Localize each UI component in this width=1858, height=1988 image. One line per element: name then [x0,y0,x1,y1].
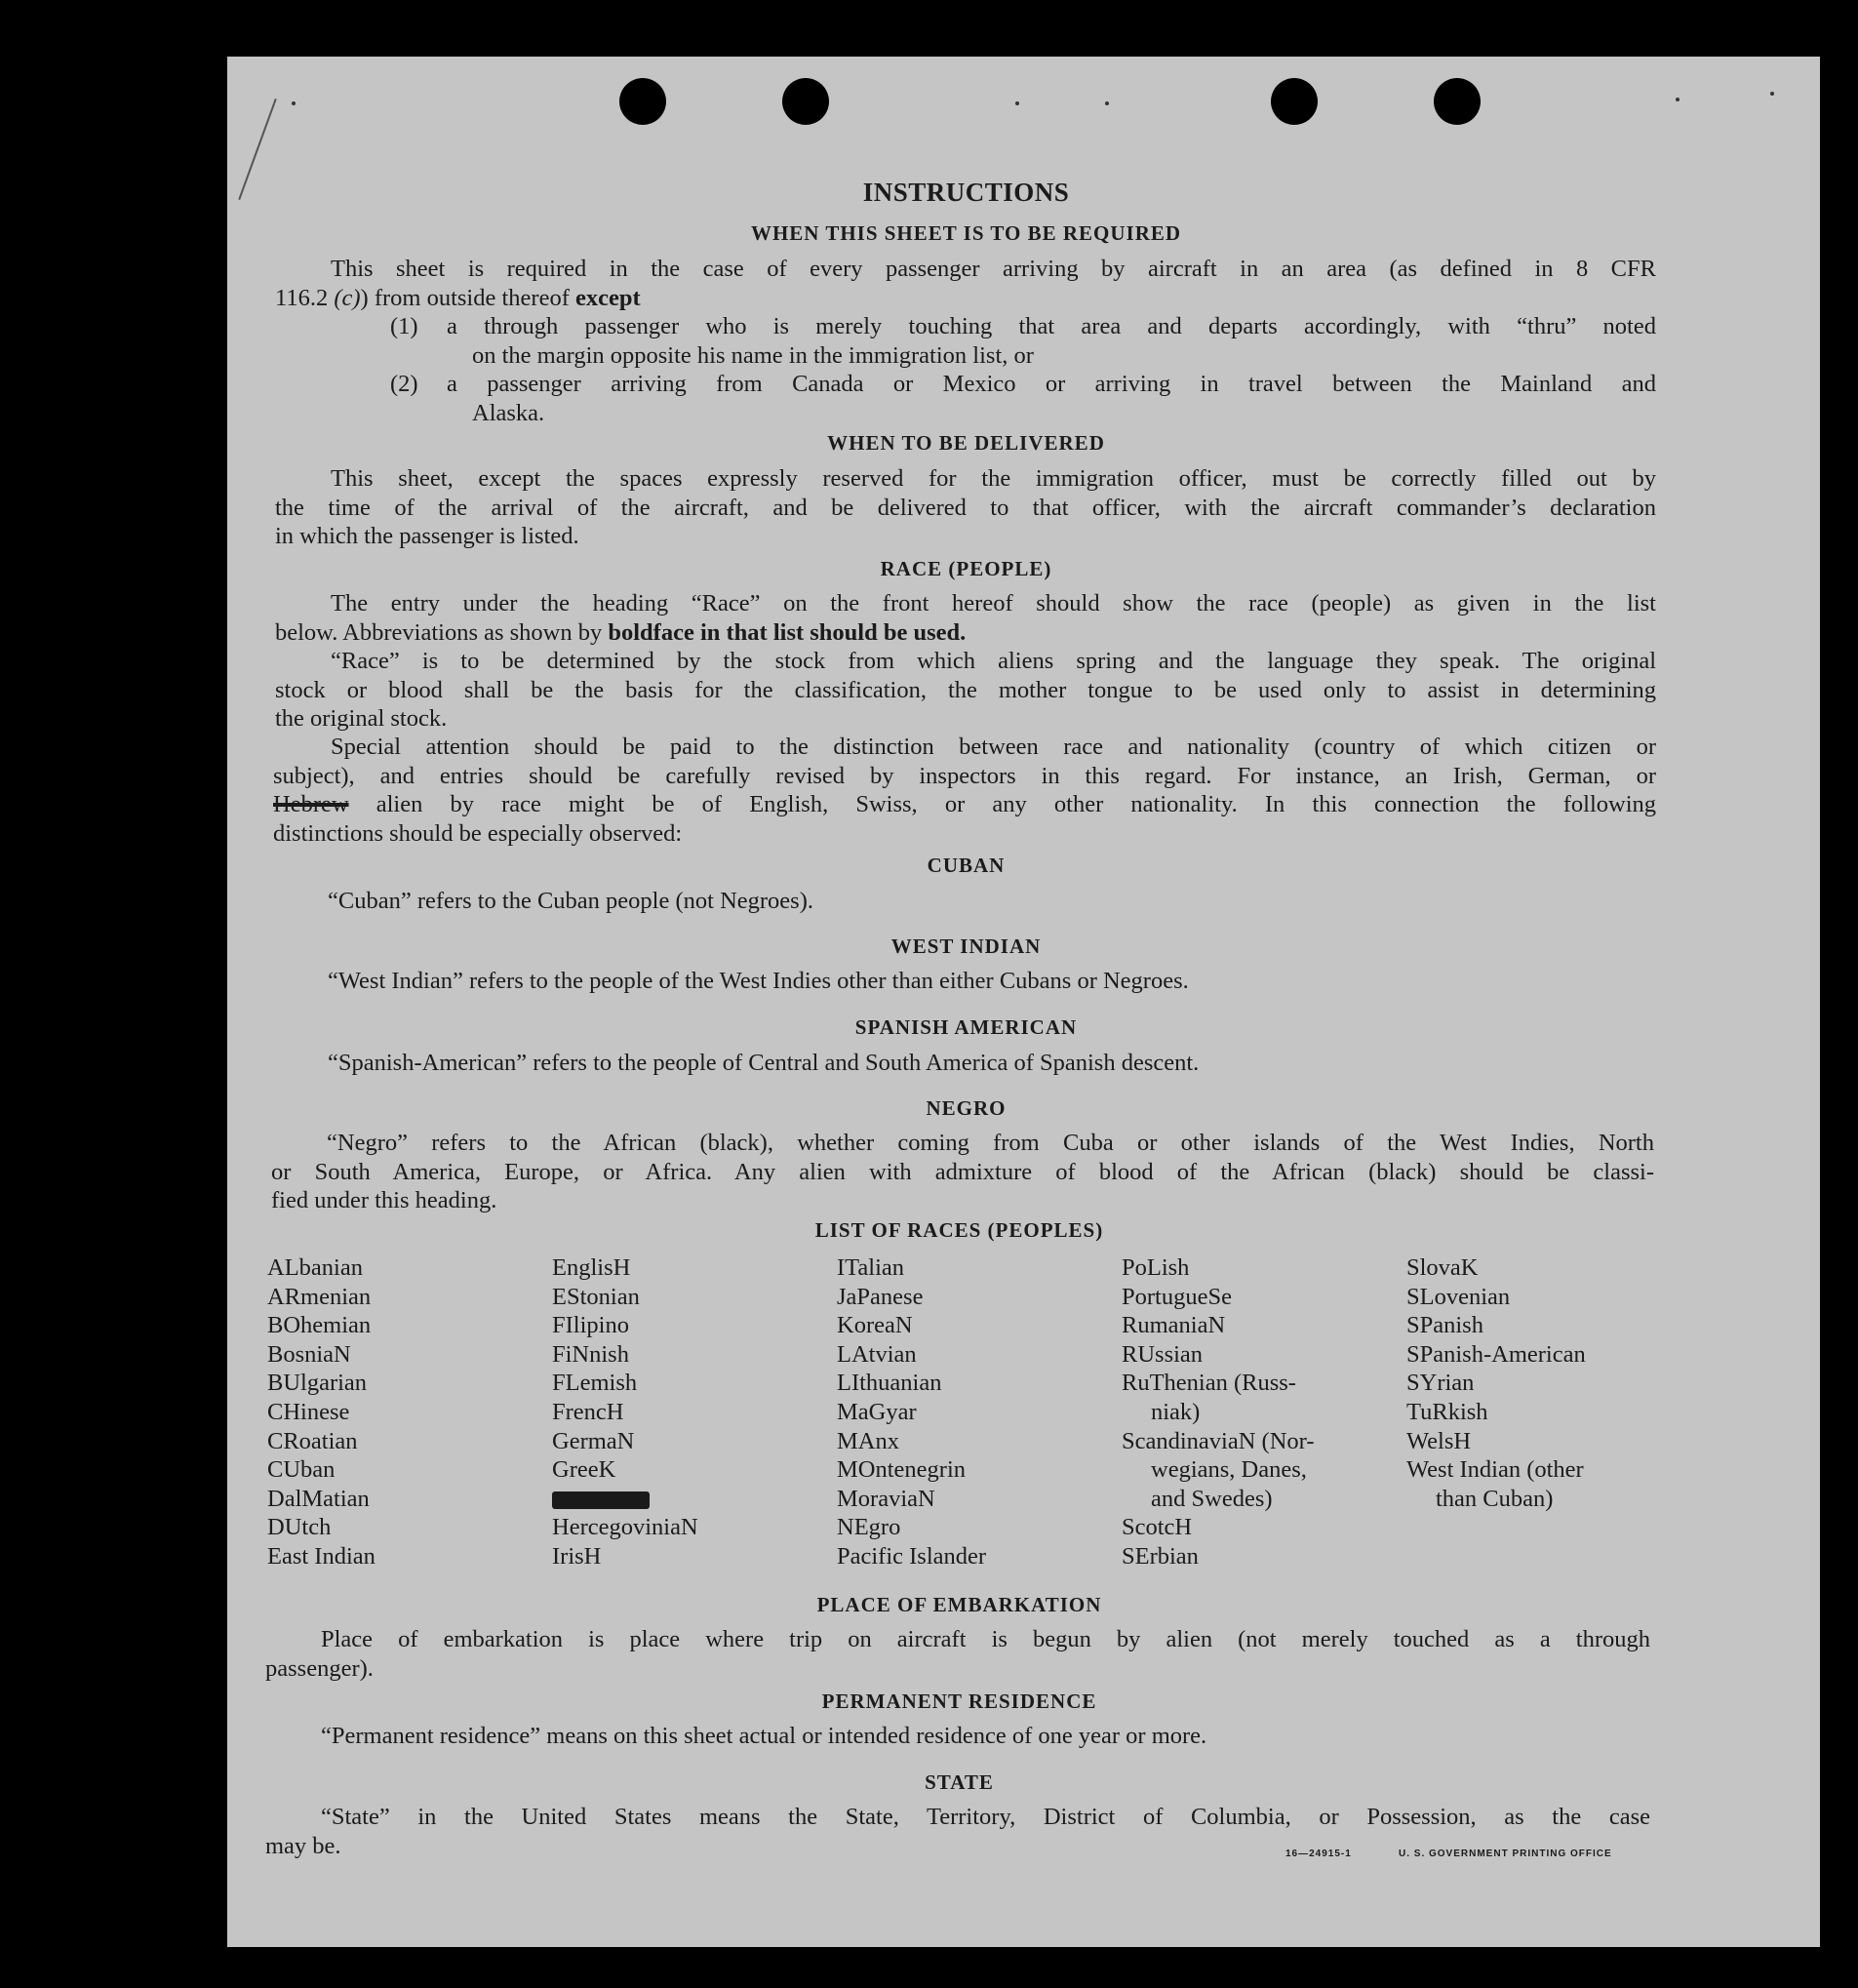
text-line: fied under this heading. [271,1187,497,1213]
struck-word: Hebrew [273,791,349,817]
italic-text: (c) [334,284,361,311]
printer-imprint: U. S. GOVERNMENT PRINTING OFFICE [1399,1849,1612,1859]
bold-text: boldface in that list should be used. [608,618,967,646]
text-line: a through passenger who is merely touching that area and departs accordingly, with “thru” noted [447,313,1656,339]
text-span: below. Abbreviations as shown by [275,618,609,646]
text-line: Place of embarkation is place where trip on aircraft is begun by alien (not merely touched as a through [321,1626,1650,1652]
race-item: WelsH [1406,1427,1472,1454]
race-item: DalMatian [267,1485,370,1512]
heading-state: STATE [925,1770,994,1794]
race-item-redacted [552,1485,698,1514]
bold-text: except [574,284,641,311]
race-item: EnglisH [552,1254,631,1281]
race-item: LAtvian [837,1340,917,1368]
race-item: MOntenegrin [837,1456,966,1484]
race-item: DUtch [267,1514,332,1541]
race-item: ScotcH [1122,1514,1193,1541]
text-line: in which the passenger is listed. [275,523,579,549]
text-line: the original stock. [275,705,448,732]
race-item: EStonian [552,1283,640,1310]
race-item: FIlipino [552,1312,629,1339]
race-item: wegians, Danes, [1151,1456,1307,1484]
list-item [447,312,1656,370]
race-item: RumaniaN [1122,1312,1226,1339]
races-column-3 [837,1253,986,1571]
paragraph-race-1 [275,589,1656,647]
race-item: GermaN [552,1427,635,1454]
paragraph-race-3 [273,733,1656,848]
paragraph-embarkation [265,1625,1650,1683]
text-line: “West Indian” refers to the people of the West Indies other than either Cubans or Negroes. [328,968,1189,994]
text-line [275,284,1656,313]
race-item: SlovaK [1406,1254,1479,1281]
text-line [275,618,1656,648]
paragraph-race-2 [275,647,1656,734]
heading-list-of-races: LIST OF RACES (PEOPLES) [814,1218,1104,1242]
race-item: GreeK [552,1456,616,1484]
text-line: stock or blood shall be the basis for the classification, the mother tongue to be used only to assist in determining [275,676,1656,703]
race-item: BUlgarian [267,1370,368,1397]
text-line: passenger). [265,1654,374,1682]
text-line: subject), and entries should be carefully revised by inspectors in this regard. For instance, an Irish, German, or [273,762,1656,789]
race-item: CUban [267,1456,336,1484]
race-item: than Cuban) [1436,1485,1554,1512]
paragraph-west-indian [328,967,1596,996]
heading-negro: NEGRO [926,1096,1007,1120]
text-line: a passenger arriving from Canada or Mexico or arriving in travel between the Mainland and [447,371,1656,397]
text-line: or South America, Europe, or Africa. Any alien with admixture of blood of the African (black) should be classi- [271,1158,1654,1185]
race-item: FrencH [552,1398,624,1425]
paragraph-negro [271,1129,1654,1215]
race-item: ARmenian [267,1283,372,1310]
race-item: SErbian [1122,1542,1199,1570]
text-line [273,790,1656,819]
race-item: IrisH [552,1542,602,1570]
race-item: FiNnish [552,1340,629,1368]
race-item: LIthuanian [837,1370,942,1397]
heading-embarkation: PLACE OF EMBARKATION [816,1593,1102,1616]
text-line: “Cuban” refers to the Cuban people (not Negroes). [328,888,813,914]
races-column-5 [1406,1253,1586,1513]
race-item: BOhemian [267,1312,372,1339]
paragraph-spanish-american [328,1049,1596,1078]
text-line: Special attention should be paid to the distinction between race and nationality (country of which citizen or [331,734,1656,760]
text-line: “State” in the United States means the State, Territory, District of Columbia, or Possession, as the case [321,1804,1650,1830]
race-item: and Swedes) [1151,1485,1273,1512]
heading-west-indian: WEST INDIAN [890,934,1042,958]
text-span: ) from outside thereof [360,284,575,311]
race-item: NEgro [837,1514,901,1541]
item-number: (2) [390,371,418,397]
text-line: “Spanish-American” refers to the people of Central and South America of Spanish descent. [328,1050,1200,1076]
text-line: distinctions should be especially observed: [273,819,683,847]
race-item: ALbanian [267,1254,363,1281]
text-line: “Permanent residence” means on this sheet actual or intended residence of one year or more. [321,1723,1207,1749]
race-item: East Indian [267,1542,376,1570]
race-item: niak) [1151,1398,1201,1425]
race-item: HercegoviniaN [552,1514,698,1541]
list-item [447,370,1656,427]
race-item: MAnx [837,1427,899,1454]
heading-spanish-american: SPANISH AMERICAN [854,1015,1078,1039]
text-span: alien by race might be of English, Swiss, or any other nationality. In this connection the following [348,791,1656,817]
paragraph-when-required [275,255,1656,312]
text-line: Alaska. [472,399,545,426]
item-number: (1) [390,313,418,339]
heading-when-delivered: WHEN TO BE DELIVERED [827,431,1105,455]
race-item: Pacific Islander [837,1542,987,1570]
race-item: SPanish-American [1406,1340,1586,1368]
text-line: the time of the arrival of the aircraft, and be delivered to that officer, with the aircraft commander’s declaration [275,494,1656,521]
race-item: FLemish [552,1370,638,1397]
heading-cuban: CUBAN [927,854,1006,877]
race-item: CRoatian [267,1427,358,1454]
paragraph-when-delivered [275,464,1656,551]
race-item: KoreaN [837,1312,913,1339]
race-item: MoraviaN [837,1485,935,1512]
races-column-4 [1122,1253,1314,1571]
race-item: MaGyar [837,1398,917,1425]
race-item: PoLish [1122,1254,1190,1281]
race-item: CHinese [267,1398,350,1425]
text-line: This sheet is required in the case of every passenger arriving by aircraft in an area (as defined in 8 CFR [331,256,1656,282]
race-item: BosniaN [267,1340,351,1368]
text-line: The entry under the heading “Race” on the front hereof should show the race (people) as given in the list [331,590,1656,616]
text-span: 116.2 [275,284,335,311]
heading-when-required: WHEN THIS SHEET IS TO BE REQUIRED [750,221,1182,245]
text-line: may be. [265,1832,341,1859]
race-item: RUssian [1122,1340,1204,1368]
race-item: TuRkish [1406,1398,1488,1425]
page-title: INSTRUCTIONS [862,178,1070,207]
text-line: “Negro” refers to the African (black), whether coming from Cuba or other islands of the West Indies, North [327,1130,1654,1156]
heading-permanent-residence: PERMANENT RESIDENCE [821,1690,1097,1713]
form-number: 16—24915-1 [1285,1849,1352,1859]
race-item: ITalian [837,1254,905,1281]
races-column-2 [552,1253,698,1571]
redaction-mark [552,1491,650,1509]
paragraph-cuban [328,887,1596,916]
heading-race: RACE (PEOPLE) [880,557,1052,580]
text-line: This sheet, except the spaces expressly reserved for the immigration officer, must be correctly filled out by [331,465,1656,492]
race-item: JaPanese [837,1283,924,1310]
race-item: RuThenian (Russ- [1122,1370,1296,1397]
race-item: PortugueSe [1122,1283,1232,1310]
race-item: SYrian [1406,1370,1475,1397]
races-column-1 [267,1253,376,1571]
race-item: West Indian (other [1406,1456,1584,1484]
race-item: SLovenian [1406,1283,1511,1310]
race-item: ScandinaviaN (Nor- [1122,1427,1315,1454]
text-line: on the margin opposite his name in the immigration list, or [472,341,1034,369]
text-line: “Race” is to be determined by the stock from which aliens spring and the language they speak. The original [331,648,1656,674]
paragraph-permanent-residence [321,1722,1589,1751]
race-item: SPanish [1406,1312,1483,1339]
